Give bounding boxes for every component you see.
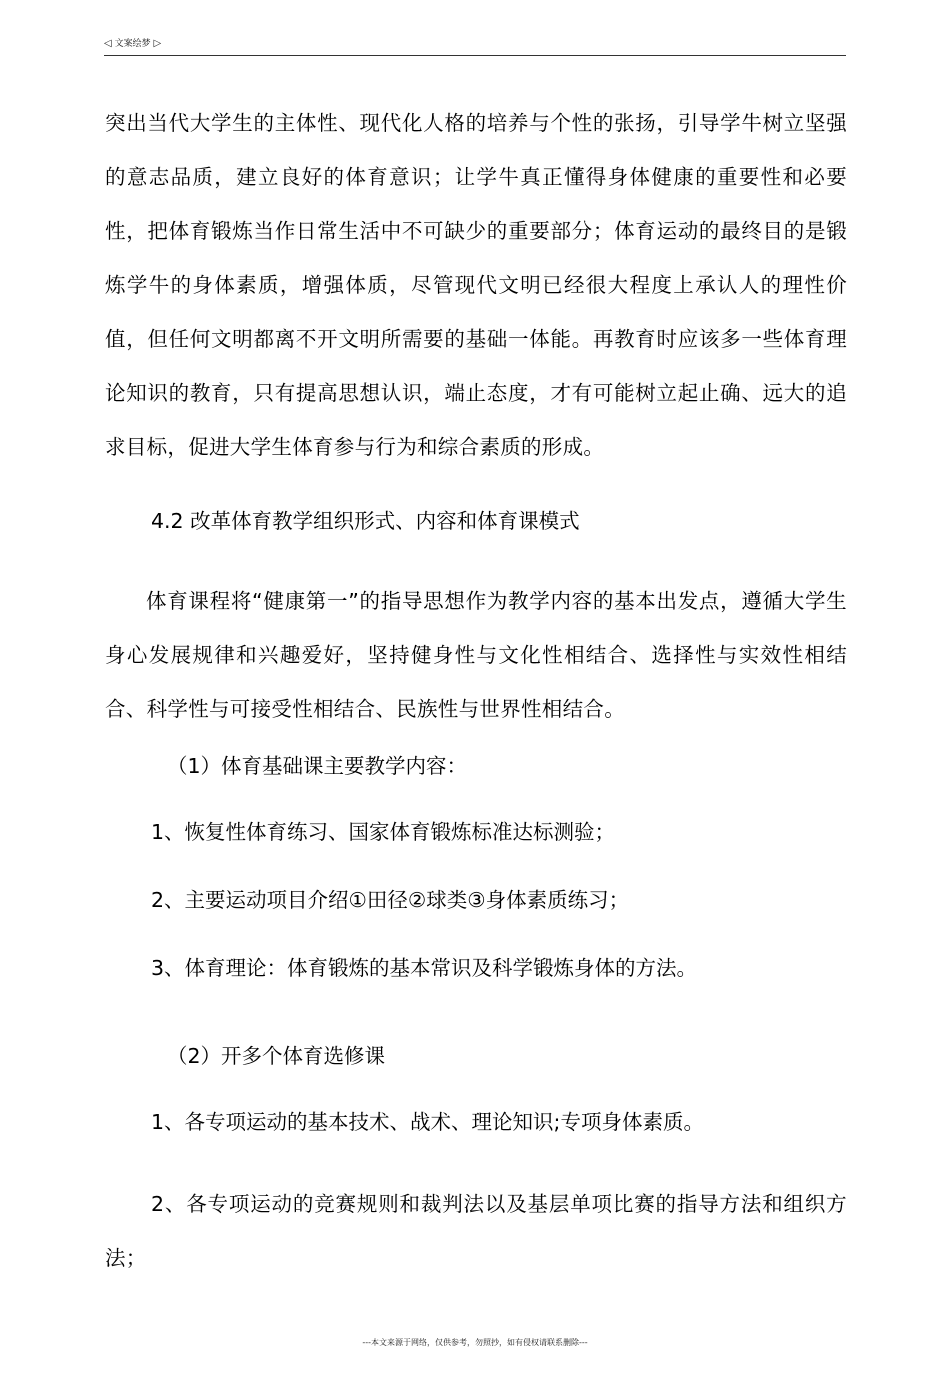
paragraph-2: 体育课程将“健康第一”的指导思想作为教学内容的基本出发点，遵循大学生身心发展规律和兴趣爱好，坚持健身性与文化性相结合、选择性与实效性相结合、科学性与可接受性相结合、民族性与世界性相结合。 (105, 589, 847, 721)
paragraph-1: 突出当代大学生的主体性、现代化人格的培养与个性的张扬，引导学牛树立坚强的意志品质，建立良好的体育意识；让学牛真正懂得身体健康的重要性和必要性，把体育锻炼当作日常生活中不可缺少的重要部分；体育运动的最终目的是锻炼学牛的身体素质，增强体质，尽管现代文明已经很大程度上承认人的理性价值，但任何文明都离不开文明所需要的基础一体能。再教育时应该多一些体育理论知识的教育，只有提高思想认识，端止态度，才有可能树立起止确、远大的追求目标，促进大学生体育参与行为和综合素质的形成。 (105, 111, 847, 459)
list-item: 2、主要运动项目介绍①田径②球类③身体素质练习； (151, 888, 630, 912)
section-heading: 4.2 改革体育教学组织形式、内容和体育课模式 (151, 509, 580, 533)
subsection-2-heading: （2）开多个体育选修课 (167, 1044, 386, 1068)
list-item: 2、各专项运动的竞赛规则和裁判法以及基层单项比赛的指导方法和组织方法； (105, 1192, 847, 1270)
list-item: 1、恢复性体育练习、国家体育锻炼标准达标测验； (151, 820, 616, 844)
subsection-1-heading: （1）体育基础课主要教学内容： (167, 754, 468, 778)
document-body (105, 96, 847, 1285)
page-footer: ---本文来源于网络，仅供参考，勿照抄，如有侵权请联系删除--- (362, 1338, 588, 1347)
left-triangle-icon: ◁ (104, 38, 112, 49)
page-header (104, 37, 846, 56)
list-item: 3、体育理论：体育锻炼的基本常识及科学锻炼身体的方法。 (151, 956, 698, 980)
right-triangle-icon: ▷ (153, 38, 162, 49)
header-title: 文案绘梦 (114, 39, 151, 49)
list-item: 1、各专项运动的基本技术、战术、理论知识;专项身体素质。 (151, 1110, 704, 1134)
